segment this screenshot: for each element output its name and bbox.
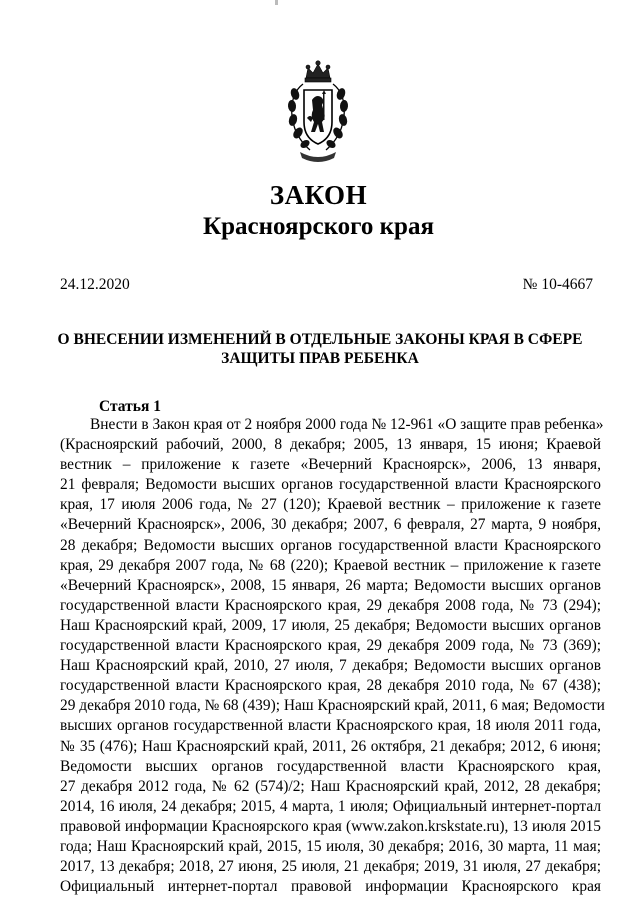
text-line: 21 февраля; Ведомости высших органов государственной власти Красноярского [60,476,601,494]
text-line: края, 17 июля 2006 года, № 27 (120); Краевой вестник – приложение к газете [60,496,601,514]
text-line: 2017, 13 декабря; 2018, 27 июня, 25 июля, 21 декабря; 2019, 31 июля, 27 декабря; [60,858,601,876]
text-line: года; Наш Красноярский край, 2015, 15 июля, 30 декабря; 2016, 30 марта, 11 мая; [60,837,601,855]
law-heading-line: ЗАЩИТЫ ПРАВ РЕБЕНКА [221,350,419,367]
document-subtitle: Красноярского края [203,213,434,240]
law-heading [55,330,585,368]
document-number: № 10-4667 [522,276,593,293]
text-line: Наш Красноярский край, 2009, 17 июля, 25 декабря; Ведомости высших органов [60,616,601,634]
coat-of-arms-icon [286,60,350,168]
text-line: государственной власти Красноярского края, 29 декабря 2009 года, № 73 (369); [60,637,601,655]
text-line: Ведомости высших органов государственной власти Красноярского края, [60,757,601,775]
text-line: № 35 (476); Наш Красноярский край, 2011, 26 октября, 21 декабря; 2012, 6 июня; [60,737,601,755]
article-title: Статья 1 [99,398,161,415]
text-line: «Вечерний Красноярск», 2006, 30 декабря; 2007, 6 февраля, 27 марта, 9 ноября, [60,516,601,534]
document-title: ЗАКОН [269,180,368,210]
text-line: 2014, 16 июля, 24 декабря; 2015, 4 марта, 1 июля; Официальный интернет-портал [60,797,601,815]
text-line: государственной власти Красноярского края, 28 декабря 2010 года, № 67 (438); [60,677,601,695]
text-line: правовой информации Красноярского края (www.zakon.krskstate.ru), 13 июля 2015 [60,817,601,835]
text-line: «Вечерний Красноярск», 2008, 15 января, 26 марта; Ведомости высших органов [60,576,601,594]
text-line: 27 декабря 2012 года, № 62 (574)/2; Наш Красноярский край, 2012, 28 декабря; [60,777,601,795]
law-heading-line: О ВНЕСЕНИИ ИЗМЕНЕНИЙ В ОТДЕЛЬНЫЕ ЗАКОНЫ КРАЯ В СФЕРЕ [57,331,583,348]
text-line: 28 декабря; Ведомости высших органов государственной власти Красноярского [60,536,601,554]
text-line: государственной власти Красноярского края, 29 декабря 2008 года, № 73 (294); [60,596,601,614]
text-line: Наш Красноярский край, 2010, 27 июля, 7 декабря; Ведомости высших органов [60,657,601,675]
text-line: края, 29 декабря 2007 года, № 68 (220); Краевой вестник – приложение к газете [60,556,601,574]
scan-mark [275,0,278,5]
text-line: Официальный интернет-портал правовой информации Красноярского края [60,878,601,896]
document-date: 24.12.2020 [60,276,130,293]
text-line: Внести в Закон края от 2 ноября 2000 года № 12-961 «О защите прав ребенка» [90,416,604,433]
text-line: вестник – приложение к газете «Вечерний Красноярск», 2006, 13 января, [60,456,601,474]
article-body [60,415,605,897]
text-line: высших органов государственной власти Красноярского края, 18 июля 2011 года, [60,717,601,735]
text-line: (Красноярский рабочий, 2000, 8 декабря; 2005, 13 января, 15 июня; Краевой [60,436,601,454]
text-line: 29 декабря 2010 года, № 68 (439); Наш Красноярский край, 2011, 6 мая; Ведомости [60,697,605,715]
